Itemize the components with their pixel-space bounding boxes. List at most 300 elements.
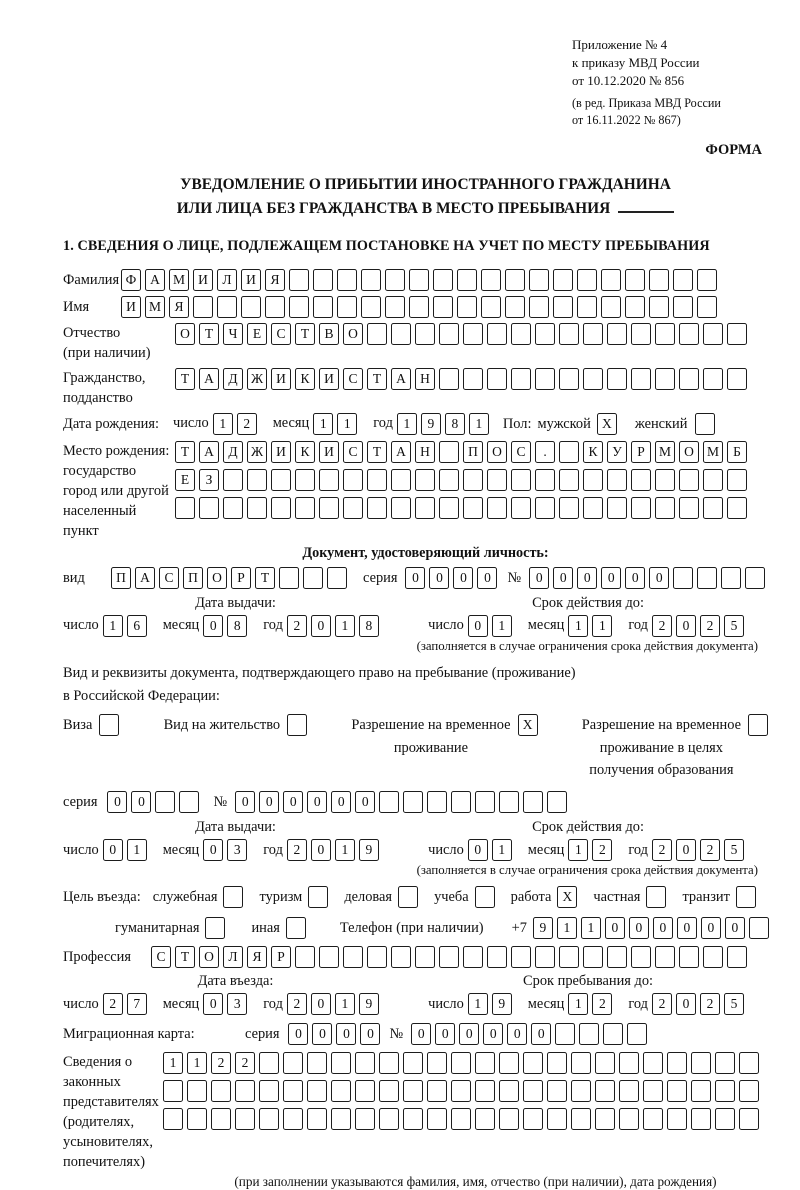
form-cell: К bbox=[295, 441, 315, 463]
permit-number-label: № bbox=[213, 794, 228, 811]
sex-female-checkbox bbox=[695, 413, 719, 435]
form-cell: 0 bbox=[107, 791, 127, 813]
form-cell: Н bbox=[415, 368, 435, 390]
form-cell bbox=[463, 368, 483, 390]
form-cell bbox=[475, 886, 495, 908]
form-cell bbox=[259, 1080, 279, 1102]
form-cell bbox=[457, 269, 477, 291]
form-cell: 2 bbox=[592, 839, 612, 861]
form-cell bbox=[217, 296, 237, 318]
form-cell bbox=[415, 946, 435, 968]
form-cell: 0 bbox=[605, 917, 625, 939]
birthplace-row1 bbox=[175, 441, 751, 463]
form-cell: С bbox=[271, 323, 291, 345]
purpose-humanitarian: гуманитарная bbox=[115, 917, 229, 939]
form-cell bbox=[307, 1108, 327, 1130]
form-cell bbox=[319, 469, 339, 491]
form-cell: 9 bbox=[533, 917, 553, 939]
form-cell: С bbox=[511, 441, 531, 463]
sex-male-checkbox bbox=[597, 413, 621, 435]
phone-prefix: +7 bbox=[511, 920, 527, 937]
form-cell bbox=[529, 296, 549, 318]
form-cell bbox=[695, 413, 715, 435]
form-cell bbox=[427, 1052, 447, 1074]
form-cell bbox=[307, 1052, 327, 1074]
form-cell: 1 bbox=[492, 839, 512, 861]
form-cell: П bbox=[463, 441, 483, 463]
form-cell bbox=[595, 1108, 615, 1130]
form-cell: X bbox=[597, 413, 617, 435]
identity-doc-dates bbox=[63, 595, 788, 637]
birthdate-row bbox=[63, 413, 788, 435]
purpose-study-checkbox bbox=[475, 886, 499, 908]
form-cell: Д bbox=[223, 441, 243, 463]
purpose-row2 bbox=[115, 917, 788, 939]
form-word: ФОРМА bbox=[705, 142, 762, 159]
form-cell: Ж bbox=[247, 441, 267, 463]
sex-male-label: мужской bbox=[537, 415, 591, 432]
surname-row bbox=[63, 269, 788, 291]
form-cell: Ж bbox=[247, 368, 267, 390]
permit-dates bbox=[63, 819, 788, 861]
form-cell bbox=[667, 1080, 687, 1102]
form-cell: З bbox=[199, 469, 219, 491]
form-cell bbox=[643, 1052, 663, 1074]
form-cell: 2 bbox=[235, 1052, 255, 1074]
form-cell: 9 bbox=[492, 993, 512, 1015]
note-line-small: (в ред. Приказа МВД России bbox=[572, 95, 721, 110]
form-cell: 1 bbox=[103, 615, 123, 637]
birthplace-row3 bbox=[175, 497, 751, 519]
form-cell: 0 bbox=[203, 839, 223, 861]
form-cell bbox=[703, 323, 723, 345]
form-cell: А bbox=[145, 269, 165, 291]
form-cell bbox=[655, 497, 675, 519]
form-cell bbox=[433, 296, 453, 318]
patronymic-row bbox=[63, 323, 788, 363]
form-cell bbox=[727, 497, 747, 519]
form-cell: 0 bbox=[553, 567, 573, 589]
form-cell bbox=[427, 1108, 447, 1130]
form-cell: Т bbox=[367, 441, 387, 463]
form-cell bbox=[715, 1052, 735, 1074]
form-cell bbox=[655, 946, 675, 968]
form-cell bbox=[391, 946, 411, 968]
form-cell bbox=[343, 497, 363, 519]
form-cell bbox=[307, 1080, 327, 1102]
form-cell bbox=[155, 791, 175, 813]
year-label: год bbox=[263, 995, 283, 1012]
form-cell bbox=[398, 886, 418, 908]
form-cell bbox=[439, 368, 459, 390]
form-cell: К bbox=[295, 368, 315, 390]
form-cell bbox=[223, 886, 243, 908]
form-cell bbox=[523, 1080, 543, 1102]
issue-date-heading: Дата выдачи: bbox=[195, 594, 276, 611]
form-cell bbox=[511, 469, 531, 491]
form-cell: 8 bbox=[227, 615, 247, 637]
residence-label: Вид на жительство bbox=[163, 717, 281, 734]
birthplace-row2 bbox=[175, 469, 751, 491]
form-cell bbox=[571, 1108, 591, 1130]
form-cell bbox=[535, 368, 555, 390]
phone-boxes bbox=[533, 917, 773, 939]
form-cell bbox=[535, 946, 555, 968]
year-label: год bbox=[373, 415, 393, 432]
form-cell: О bbox=[679, 441, 699, 463]
form-cell bbox=[163, 1108, 183, 1130]
form-title-line2: ИЛИ ЛИЦА БЕЗ ГРАЖДАНСТВА В МЕСТО ПРЕБЫВАНИЯ bbox=[63, 197, 788, 220]
form-cell bbox=[715, 1080, 735, 1102]
form-cell bbox=[283, 1108, 303, 1130]
form-cell: 0 bbox=[507, 1023, 527, 1045]
form-cell bbox=[535, 497, 555, 519]
form-cell bbox=[295, 469, 315, 491]
year-label: год bbox=[628, 995, 648, 1012]
form-cell: И bbox=[319, 368, 339, 390]
form-cell: 1 bbox=[581, 917, 601, 939]
birthdate-label: Дата рождения: bbox=[63, 415, 159, 432]
form-cell bbox=[721, 567, 741, 589]
form-cell bbox=[619, 1052, 639, 1074]
birthplace-label: населенный пункт bbox=[63, 502, 137, 539]
form-cell: Л bbox=[217, 269, 237, 291]
form-cell: 0 bbox=[355, 791, 375, 813]
form-cell: 0 bbox=[131, 791, 151, 813]
form-cell bbox=[308, 886, 328, 908]
form-cell bbox=[199, 497, 219, 519]
form-cell bbox=[235, 1080, 255, 1102]
day-label: число bbox=[63, 841, 99, 858]
form-cell bbox=[529, 269, 549, 291]
form-cell bbox=[379, 1080, 399, 1102]
form-cell bbox=[463, 323, 483, 345]
form-cell bbox=[625, 269, 645, 291]
birth-year-boxes bbox=[397, 413, 493, 435]
doc-kind-boxes bbox=[111, 567, 351, 589]
form-cell bbox=[487, 323, 507, 345]
form-cell: 7 bbox=[127, 993, 147, 1015]
option-temp-residence-education bbox=[582, 714, 772, 781]
form-cell bbox=[367, 946, 387, 968]
form-cell: 0 bbox=[203, 993, 223, 1015]
form-cell: 1 bbox=[469, 413, 489, 435]
day-label: число bbox=[63, 995, 99, 1012]
surname-boxes bbox=[121, 269, 721, 291]
note-line: Приложение № 4 bbox=[572, 37, 668, 52]
form-cell bbox=[475, 1052, 495, 1074]
form-cell: А bbox=[199, 441, 219, 463]
form-cell: И bbox=[241, 269, 261, 291]
form-cell bbox=[703, 946, 723, 968]
month-label: месяц bbox=[527, 995, 565, 1012]
doc-kind-label: вид bbox=[63, 569, 85, 586]
form-cell bbox=[673, 567, 693, 589]
form-cell bbox=[355, 1052, 375, 1074]
form-cell bbox=[303, 567, 323, 589]
form-cell bbox=[511, 368, 531, 390]
form-cell bbox=[631, 946, 651, 968]
form-cell bbox=[691, 1052, 711, 1074]
form-cell bbox=[739, 1052, 759, 1074]
form-cell bbox=[265, 296, 285, 318]
form-cell: Р bbox=[631, 441, 651, 463]
form-cell bbox=[559, 323, 579, 345]
form-cell bbox=[385, 296, 405, 318]
temp-residence-edu-checkbox bbox=[748, 714, 772, 736]
form-cell bbox=[499, 791, 519, 813]
form-cell bbox=[603, 1023, 623, 1045]
form-cell: Т bbox=[175, 946, 195, 968]
form-cell bbox=[487, 946, 507, 968]
form-cell: Т bbox=[367, 368, 387, 390]
profession-row bbox=[63, 946, 788, 968]
form-cell bbox=[223, 497, 243, 519]
form-cell bbox=[241, 296, 261, 318]
form-cell: 2 bbox=[700, 993, 720, 1015]
form-cell: А bbox=[135, 567, 155, 589]
form-cell: 0 bbox=[288, 1023, 308, 1045]
doc-valid-day bbox=[468, 615, 516, 637]
form-cell bbox=[319, 497, 339, 519]
form-cell: 1 bbox=[492, 615, 512, 637]
form-cell bbox=[433, 269, 453, 291]
form-cell: 2 bbox=[652, 615, 672, 637]
form-cell: 0 bbox=[453, 567, 473, 589]
citizenship-label bbox=[63, 368, 175, 408]
stay-year bbox=[652, 993, 748, 1015]
citizenship-label-line2: подданство bbox=[63, 389, 133, 406]
form-cell: 0 bbox=[676, 993, 696, 1015]
form-cell bbox=[511, 323, 531, 345]
purpose-official-checkbox bbox=[223, 886, 247, 908]
form-cell bbox=[547, 1052, 567, 1074]
note-line: к приказу МВД России bbox=[572, 54, 700, 70]
month-label: месяц bbox=[162, 617, 200, 634]
form-cell bbox=[703, 368, 723, 390]
form-cell bbox=[697, 269, 717, 291]
phone-label: Телефон (при наличии) bbox=[339, 920, 484, 937]
form-cell: 0 bbox=[360, 1023, 380, 1045]
form-cell: О bbox=[175, 323, 195, 345]
form-cell bbox=[547, 791, 567, 813]
form-cell: Т bbox=[175, 441, 195, 463]
form-cell bbox=[583, 946, 603, 968]
form-cell bbox=[703, 497, 723, 519]
form-cell: 2 bbox=[211, 1052, 231, 1074]
form-cell bbox=[313, 296, 333, 318]
migration-card-row bbox=[63, 1023, 788, 1045]
permit-number-boxes bbox=[235, 791, 571, 813]
form-cell bbox=[193, 296, 213, 318]
form-cell: Т bbox=[199, 323, 219, 345]
form-cell bbox=[607, 497, 627, 519]
month-label: месяц bbox=[527, 617, 565, 634]
migration-card-label: Миграционная карта: bbox=[63, 1026, 195, 1043]
form-cell bbox=[331, 1108, 351, 1130]
form-cell: Н bbox=[415, 441, 435, 463]
form-cell: 0 bbox=[629, 917, 649, 939]
form-cell: Б bbox=[727, 441, 747, 463]
form-cell bbox=[487, 497, 507, 519]
form-cell: 1 bbox=[468, 993, 488, 1015]
form-cell: 0 bbox=[477, 567, 497, 589]
representatives-label: попечителях) bbox=[63, 1154, 146, 1171]
form-cell bbox=[691, 1108, 711, 1130]
form-cell bbox=[179, 791, 199, 813]
note-line-small: от 16.11.2022 № 867) bbox=[572, 112, 681, 127]
form-cell bbox=[601, 296, 621, 318]
form-cell bbox=[691, 1080, 711, 1102]
form-cell bbox=[355, 1108, 375, 1130]
form-cell bbox=[286, 917, 306, 939]
form-cell bbox=[313, 269, 333, 291]
form-cell bbox=[715, 1108, 735, 1130]
form-cell bbox=[403, 1108, 423, 1130]
form-cell bbox=[451, 1080, 471, 1102]
form-cell: О bbox=[343, 323, 363, 345]
doc-series-boxes bbox=[405, 567, 501, 589]
citizenship-row bbox=[63, 368, 788, 408]
form-cell: 8 bbox=[359, 615, 379, 637]
form-cell bbox=[535, 469, 555, 491]
form-cell: 2 bbox=[652, 839, 672, 861]
form-cell: А bbox=[199, 368, 219, 390]
form-cell bbox=[655, 323, 675, 345]
form-cell: 1 bbox=[568, 993, 588, 1015]
form-cell bbox=[403, 1052, 423, 1074]
form-cell bbox=[99, 714, 119, 736]
day-label: число bbox=[428, 617, 464, 634]
purpose-other: иная bbox=[251, 917, 309, 939]
form-cell: 0 bbox=[259, 791, 279, 813]
form-cell: 5 bbox=[724, 993, 744, 1015]
form-cell bbox=[739, 1080, 759, 1102]
month-label: месяц bbox=[527, 841, 565, 858]
form-cell: 0 bbox=[677, 917, 697, 939]
permit-valid-day bbox=[468, 839, 516, 861]
purpose-work: работа X bbox=[511, 886, 582, 908]
representatives-label: усыновителях, bbox=[63, 1134, 153, 1151]
form-cell bbox=[499, 1108, 519, 1130]
form-cell bbox=[631, 497, 651, 519]
form-cell bbox=[439, 497, 459, 519]
form-cell bbox=[601, 269, 621, 291]
form-cell bbox=[463, 946, 483, 968]
form-cell bbox=[391, 323, 411, 345]
permit-issue-day bbox=[103, 839, 151, 861]
form-cell bbox=[175, 497, 195, 519]
form-cell bbox=[187, 1108, 207, 1130]
form-cell bbox=[559, 368, 579, 390]
form-cell: В bbox=[319, 323, 339, 345]
form-cell bbox=[571, 1052, 591, 1074]
form-cell bbox=[499, 1080, 519, 1102]
form-cell bbox=[289, 296, 309, 318]
birthplace-label: Место рождения: bbox=[63, 442, 170, 459]
form-cell bbox=[223, 469, 243, 491]
purpose-tourism: туризм bbox=[260, 886, 333, 908]
mc-number-label: № bbox=[389, 1026, 404, 1043]
entry-day bbox=[103, 993, 151, 1015]
form-cell bbox=[727, 323, 747, 345]
patronymic-boxes bbox=[175, 323, 751, 345]
representatives-boxrows bbox=[163, 1052, 763, 1136]
form-cell: 0 bbox=[435, 1023, 455, 1045]
permit-intro-line1: Вид и реквизиты документа, подтверждающего право на пребывание (проживание) bbox=[63, 664, 576, 681]
form-cell bbox=[403, 1080, 423, 1102]
temp-residence-checkbox bbox=[518, 714, 542, 736]
form-cell: 9 bbox=[359, 993, 379, 1015]
entry-stay-dates bbox=[63, 973, 788, 1015]
identity-doc-heading: Документ, удостоверяющий личность: bbox=[302, 544, 549, 561]
permit-valid-month bbox=[568, 839, 616, 861]
form-cell: 0 bbox=[459, 1023, 479, 1045]
form-cell bbox=[361, 296, 381, 318]
form-cell: 0 bbox=[307, 791, 327, 813]
valid-note: (заполняется в случае ограничения срока действия документа) bbox=[416, 863, 758, 878]
form-cell bbox=[439, 469, 459, 491]
form-cell: 1 bbox=[592, 615, 612, 637]
birthplace-label: государство bbox=[63, 462, 137, 479]
form-cell: П bbox=[183, 567, 203, 589]
doc-valid-month bbox=[568, 615, 616, 637]
form-cell: 1 bbox=[335, 615, 355, 637]
form-cell bbox=[439, 323, 459, 345]
permit-series-row bbox=[63, 791, 788, 813]
form-cell: А bbox=[391, 441, 411, 463]
form-cell: 1 bbox=[568, 615, 588, 637]
form-cell: 0 bbox=[103, 839, 123, 861]
option-temp-residence bbox=[351, 714, 541, 759]
visa-label: Виза bbox=[63, 717, 93, 734]
valid-note: (заполняется в случае ограничения срока действия документа) bbox=[416, 638, 758, 653]
form-cell: Д bbox=[223, 368, 243, 390]
patronymic-label-line2: (при наличии) bbox=[63, 344, 151, 361]
form-cell: 0 bbox=[676, 615, 696, 637]
form-cell: 3 bbox=[227, 993, 247, 1015]
doc-issue-year bbox=[287, 615, 383, 637]
form-cell bbox=[283, 1080, 303, 1102]
form-cell: 0 bbox=[283, 791, 303, 813]
form-cell bbox=[579, 1023, 599, 1045]
form-cell bbox=[247, 497, 267, 519]
form-cell: 0 bbox=[429, 567, 449, 589]
form-cell bbox=[577, 296, 597, 318]
form-cell: С bbox=[159, 567, 179, 589]
form-cell bbox=[679, 323, 699, 345]
form-cell bbox=[487, 368, 507, 390]
form-cell: М bbox=[703, 441, 723, 463]
form-cell bbox=[163, 1080, 183, 1102]
form-cell bbox=[553, 296, 573, 318]
birthdate-group bbox=[173, 413, 493, 435]
form-cell: А bbox=[391, 368, 411, 390]
sex-female-label: женский bbox=[634, 415, 688, 432]
form-cell: 1 bbox=[127, 839, 147, 861]
month-label: месяц bbox=[272, 415, 310, 432]
form-cell: 2 bbox=[700, 615, 720, 637]
form-cell: 1 bbox=[163, 1052, 183, 1074]
form-cell bbox=[403, 791, 423, 813]
stay-until-heading: Срок пребывания до: bbox=[523, 973, 654, 990]
form-cell bbox=[655, 469, 675, 491]
permit-intro bbox=[63, 662, 788, 709]
form-cell bbox=[655, 368, 675, 390]
purpose-row bbox=[63, 886, 788, 908]
form-cell bbox=[607, 323, 627, 345]
form-cell bbox=[643, 1080, 663, 1102]
